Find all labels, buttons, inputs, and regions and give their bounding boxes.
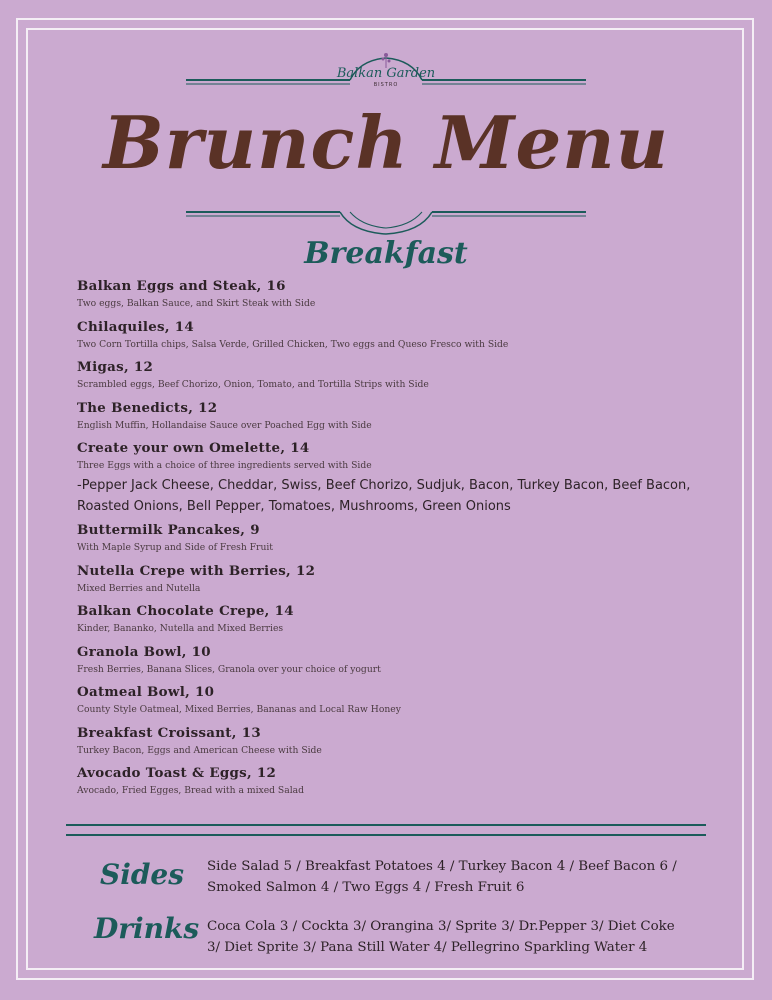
sides-label: Sides <box>100 858 185 891</box>
section-heading-breakfast: Breakfast <box>304 236 468 271</box>
item-name: Migas, 12 <box>77 359 154 375</box>
item-description: Fresh Berries, Banana Slices, Granola over your choice of yogurt <box>77 663 381 675</box>
menu-item <box>77 642 717 683</box>
item-description: Two Corn Tortilla chips, Salsa Verde, Grilled Chicken, Two eggs and Queso Fresco with Side <box>77 338 509 350</box>
omelette-ingredients: -Pepper Jack Cheese, Cheddar, Swiss, Beef Chorizo, Sudjuk, Bacon, Turkey Bacon, Beef Bacon, Roasted Onions, Bell Pepper, Tomatoes, Mushrooms, Green Onions <box>77 478 691 514</box>
section-divider <box>66 824 706 826</box>
item-name: Nutella Crepe with Berries, 12 <box>77 562 316 579</box>
menu-item <box>77 398 717 439</box>
item-name: The Benedicts, 12 <box>77 399 218 416</box>
menu-item <box>77 276 717 317</box>
drinks-label: Drinks <box>94 912 200 945</box>
item-description: With Maple Syrup and Side of Fresh Fruit <box>77 542 273 553</box>
sides-list: Side Salad 5 / Breakfast Potatoes 4 / Turkey Bacon 4 / Beef Bacon 6 / Smoked Salmon 4 / Two Eggs 4 / Fresh Fruit 6 <box>207 859 677 895</box>
item-description: County Style Oatmeal, Mixed Berries, Bananas and Local Raw Honey <box>77 704 401 715</box>
menu-item <box>77 357 717 398</box>
item-name: Balkan Eggs and Steak, 16 <box>77 278 286 294</box>
logo-subtitle: BISTRO <box>373 82 399 88</box>
menu-item <box>77 438 717 517</box>
menu-item <box>77 763 717 804</box>
logo-name: Balkan Garden <box>336 66 436 81</box>
item-name: Oatmeal Bowl, 10 <box>77 684 215 700</box>
item-description: English Muffin, Hollandaise Sauce over Poached Egg with Side <box>77 419 372 431</box>
item-description: Scrambled eggs, Beef Chorizo, Onion, Tomato, and Tortilla Strips with Side <box>77 379 429 390</box>
item-description: Three Eggs with a choice of three ingredients served with Side <box>77 460 372 471</box>
item-name: Avocado Toast & Eggs, 12 <box>77 765 277 781</box>
item-name: Breakfast Croissant, 13 <box>77 724 261 741</box>
item-name: Granola Bowl, 10 <box>77 643 211 660</box>
menu-item <box>77 317 717 358</box>
item-name: Balkan Chocolate Crepe, 14 <box>77 603 294 619</box>
breakfast-list <box>77 276 717 804</box>
page-title: Brunch Menu <box>103 100 669 185</box>
item-description: Two eggs, Balkan Sauce, and Skirt Steak with Side <box>77 298 316 309</box>
menu-item <box>77 682 717 723</box>
menu-item <box>77 561 717 602</box>
section-divider <box>66 834 706 836</box>
item-description: Turkey Bacon, Eggs and American Cheese with Side <box>77 744 322 756</box>
bistro-logo <box>0 52 772 98</box>
menu-item <box>77 723 717 764</box>
menu-item <box>77 601 717 642</box>
item-name: Buttermilk Pancakes, 9 <box>77 522 260 538</box>
item-description: Avocado, Fried Egges, Bread with a mixed Salad <box>77 785 304 796</box>
item-description: Mixed Berries and Nutella <box>77 582 201 594</box>
item-description: Kinder, Bananko, Nutella and Mixed Berries <box>77 623 284 634</box>
title-flourish-icon <box>0 186 772 236</box>
menu-item <box>77 520 717 561</box>
item-name: Chilaquiles, 14 <box>77 318 195 335</box>
item-name: Create your own Omelette, 14 <box>77 440 310 456</box>
drinks-list: Coca Cola 3 / Cockta 3/ Orangina 3/ Sprite 3/ Dr.Pepper 3/ Diet Coke 3/ Diet Sprite 3/ Pana Still Water 4/ Pellegrino Sparkling Water 4 <box>207 919 675 955</box>
